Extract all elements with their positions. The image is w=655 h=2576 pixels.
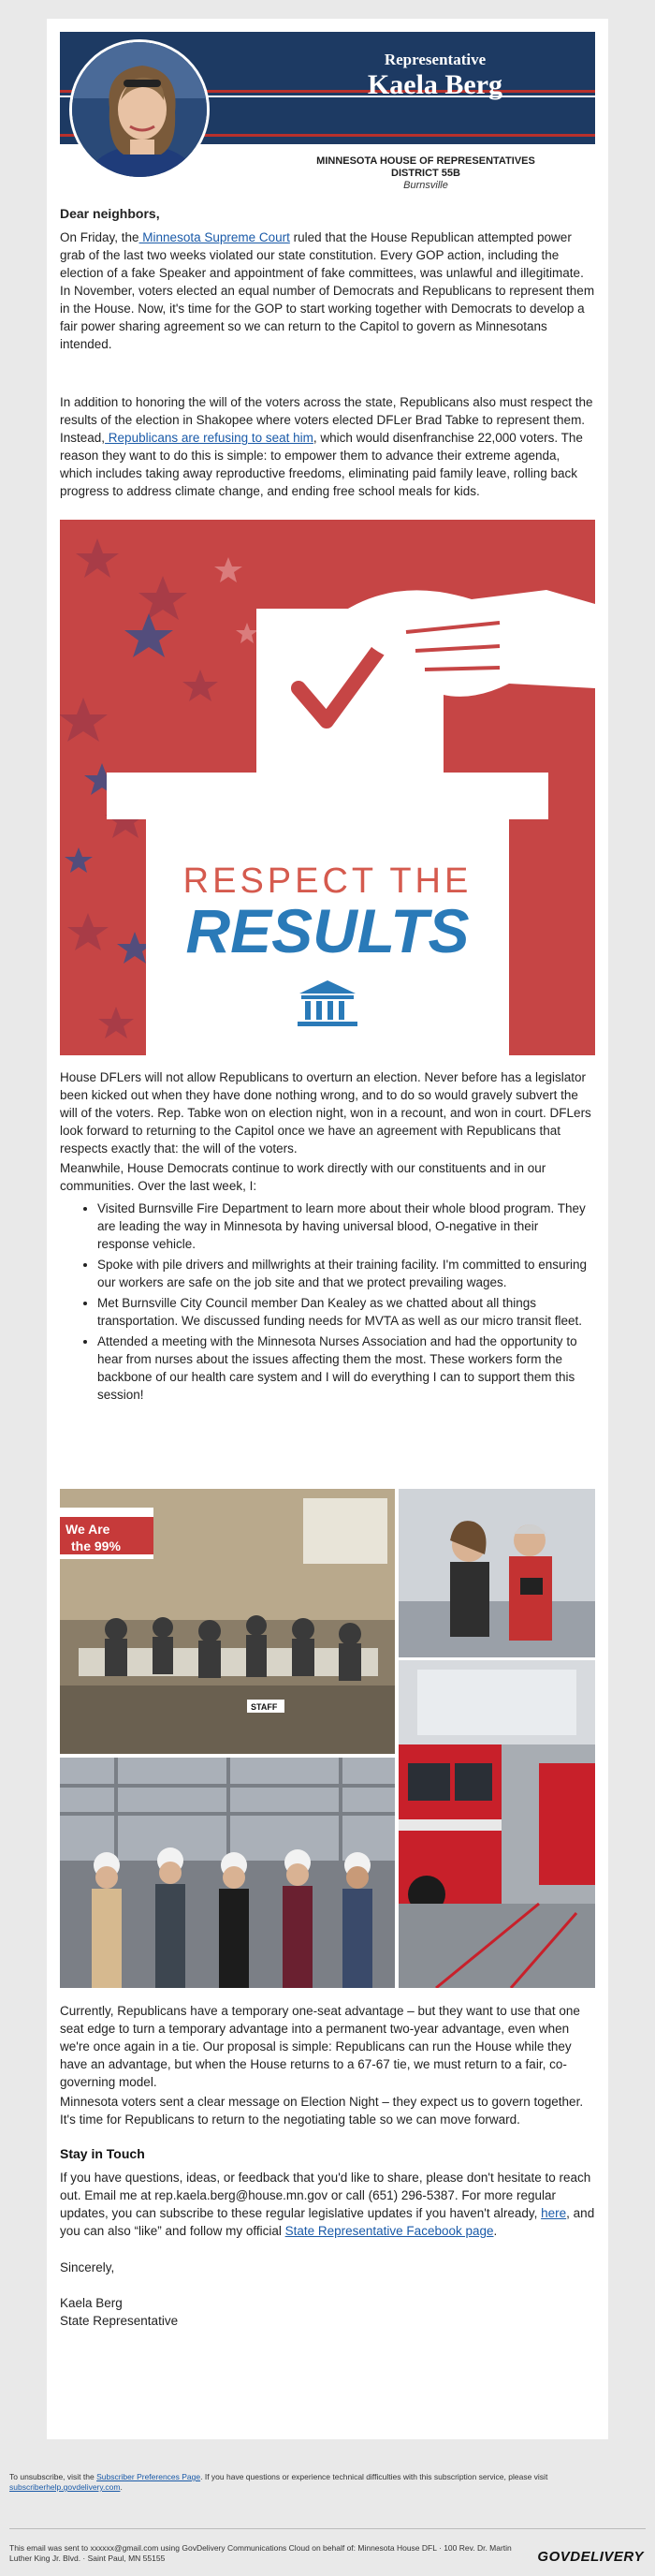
paragraph-3: House DFLers will not allow Republicans to overturn an election. Never before has a legislator been kicked out when they have done nothing wrong, and to do so would gravely subvert the will of the voters. Rep. Tabke won on election night, won in a recount, and won in court. DFLers look forward to returning to the Capitol once we have an agreement with Republicans that respects exactly that: the will of the voters. bbox=[60, 1070, 591, 1156]
activity-list bbox=[84, 1200, 590, 1406]
p1-text-b: ruled that the House Republican attempted power grab of the last two weeks violated our state constitution. Every GOP action, including the election of a fake Speaker and appointment of fake committees, was unlawful and illegitimate. In November, voters elected an equal number of Democrats and Republicans to represent them in the House. Now, it's time for the GOP to start working together with Democrats to develop a fair power sharing agreement so we can return to the Capitol to govern as Minnesotans intended. bbox=[60, 230, 595, 351]
list-item: • Attended a meeting with the Minnesota Nurses Association and had the opportunity to hear from nurses about the issues affecting them the most. These workers form the backbone of our health care system and I will do everything I can to support them this session! bbox=[97, 1332, 590, 1404]
paragraph-1 bbox=[60, 228, 595, 353]
list-item: • Visited Burnsville Fire Department to learn more about their whole blood program. They are leading the way in Minnesota by having universal blood, O-negative in their response vehicle. bbox=[97, 1200, 590, 1253]
photo-sign-line-2: the 99% bbox=[71, 1538, 121, 1553]
unsub-text-c: . bbox=[120, 2482, 123, 2492]
rep-label: Representative bbox=[384, 51, 487, 68]
list-item: • Met Burnsville City Council member Dan Kealey as we chatted about all things transportation. We discussed funding needs for MVTA as well as our micro transit fleet. bbox=[97, 1294, 590, 1330]
p7-text-a: If you have questions, ideas, or feedback that you'd like to share, please don't hesitate to reach out. Email me at rep.kaela.berg@house.mn.gov or call (651) 296-5387. For more regular updates, you can subscribe to these regular legislative updates if you haven't already, bbox=[60, 2171, 591, 2220]
p2-text-a: In addition to honoring the will of the voters across the state, Republicans also must respect the results of the election in Shakopee where voters elected DFLer Brad Tabke to represent them. Instead, bbox=[60, 395, 593, 445]
paragraph-6: Minnesota voters sent a clear message on Election Night – they expect us to govern together. It's time for Republicans to return to the negotiating table so we can move forward. bbox=[60, 2095, 584, 2127]
p7-text-b: , and you can also “like” and follow my official bbox=[60, 2206, 595, 2238]
paragraph-2 bbox=[60, 393, 595, 500]
p7-text-c: . bbox=[493, 2224, 498, 2238]
subscriber-help-link[interactable]: subscriberhelp.govdelivery.com bbox=[9, 2482, 121, 2492]
list-item: • Spoke with pile drivers and millwrights at their training facility. I'm committed to ensuring our workers are safe on the job site and that we protect prevailing wages. bbox=[97, 1256, 590, 1291]
paragraph-4: Meanwhile, House Democrats continue to work directly with our constituents and in our communities. Over the last week, I: bbox=[60, 1161, 546, 1193]
govdelivery-logo: GOVDELIVERY bbox=[537, 2549, 644, 2565]
facebook-page-link[interactable]: State Representative Facebook page bbox=[284, 2224, 494, 2238]
fire-truck-photo bbox=[399, 1660, 595, 1988]
email-card bbox=[47, 19, 608, 2439]
poster-line-2: RESULTS bbox=[185, 896, 470, 965]
rep-name: Kaela Berg bbox=[367, 69, 503, 100]
ballot-illustration bbox=[60, 520, 595, 1055]
closing: Sincerely, bbox=[60, 2260, 115, 2274]
paragraph-7 bbox=[60, 2169, 595, 2240]
photo-sign-line-1: We Are bbox=[66, 1522, 110, 1537]
p1-text-a: On Friday, the bbox=[60, 230, 139, 244]
stay-in-touch-heading: Stay in Touch bbox=[60, 2146, 145, 2161]
unsub-text-b: . If you have questions or experience technical difficulties with this subscription service, please visit bbox=[200, 2472, 548, 2481]
sent-to-notice: This email was sent to xxxxxx@gmail.com using GovDelivery Communications Cloud on behalf of: Minnesota House DFL · 100 Rev. Dr. Martin Luther King Jr. Blvd. · Saint Paul, MN 55155 bbox=[9, 2543, 512, 2563]
respect-the-results-poster bbox=[60, 520, 595, 1055]
salutation: Dear neighbors, bbox=[60, 206, 160, 221]
district-label: DISTRICT 55B bbox=[391, 168, 460, 179]
nurses-meeting-photo bbox=[60, 1489, 395, 1754]
refusing-to-seat-link[interactable]: Republicans are refusing to seat him bbox=[105, 431, 313, 445]
signature-name: Kaela Berg bbox=[60, 2296, 123, 2310]
footer-divider bbox=[9, 2528, 646, 2529]
paragraph-5: Currently, Republicans have a temporary one-seat advantage – but they want to use that one seat edge to turn a temporary advantage into a permanent two-year advantage, even when we're once again in a tie. Our proposal is simple: Republicans can run the House while they have an advantage, but when the House returns to a 67-67 tie, we must return to a fair, co-governing model. bbox=[60, 2004, 580, 2089]
photo-staff-label: STAFF bbox=[251, 1702, 278, 1712]
council-member-photo bbox=[399, 1489, 595, 1657]
portrait-photo bbox=[72, 42, 210, 180]
p2-text-b: , which would disenfranchise 22,000 voters. The reason they want to do this is simple: to empower them to advance their extreme agenda, which includes taking away reproductive freedoms, eliminating paid family leave, rolling back progress to address climate change, and ending free school meals for kids. bbox=[60, 431, 583, 498]
signature-title: State Representative bbox=[60, 2314, 179, 2328]
subscribe-here-link[interactable]: here bbox=[541, 2206, 567, 2220]
supreme-court-link[interactable]: Minnesota Supreme Court bbox=[138, 230, 290, 244]
poster-line-1: RESPECT THE bbox=[182, 861, 473, 901]
subscriber-preferences-link[interactable]: Subscriber Preferences Page bbox=[96, 2472, 201, 2481]
unsubscribe-notice bbox=[9, 2472, 646, 2493]
pile-drivers-photo bbox=[60, 1758, 395, 1988]
city-label: Burnsville bbox=[403, 180, 448, 191]
avatar bbox=[69, 39, 210, 180]
unsub-text-a: To unsubscribe, visit the bbox=[9, 2472, 97, 2481]
chamber-label: MINNESOTA HOUSE OF REPRESENTATIVES bbox=[316, 155, 535, 167]
